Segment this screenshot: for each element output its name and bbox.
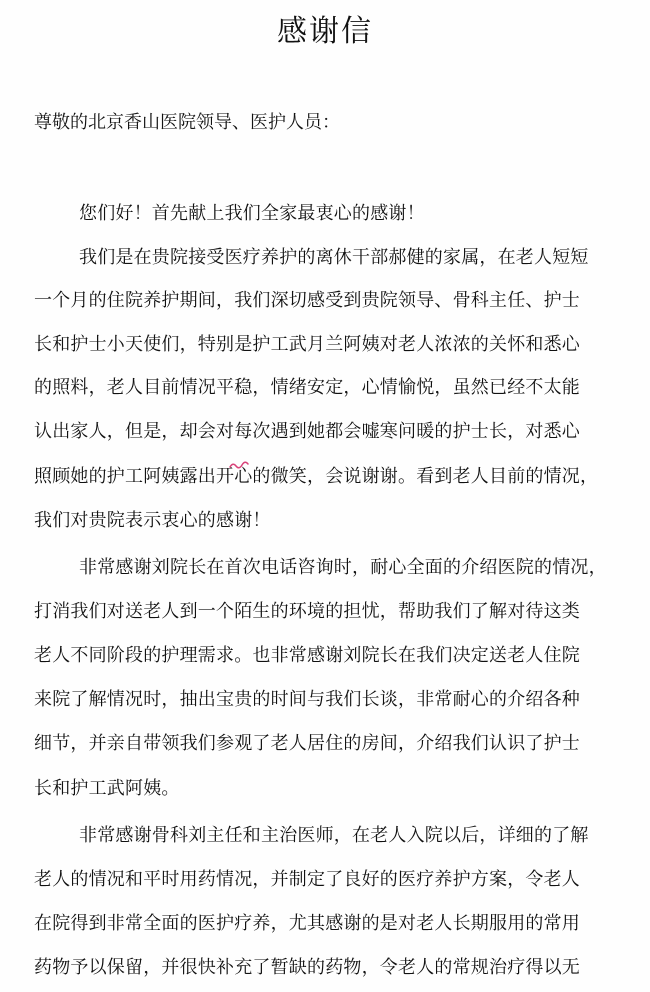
letter-line: 的照料，老人目前情况平稳，情绪安定，心情愉悦，虽然已经不太能 [34,377,580,398]
letter-line: 我们对贵院表示衷心的感谢！ [34,510,271,531]
letter-title: 感谢信 [277,14,373,49]
letter-line: 来院了解情况时，抽出宝贵的时间与我们长谈，非常耐心的介绍各种 [34,689,580,710]
letter-line: 打消我们对送老人到一个陌生的环境的担忧，帮助我们了解对待这类 [34,601,580,622]
ink-squiggle-mark [229,460,251,470]
letter-line: 非常感谢刘院长在首次电话咨询时，耐心全面的介绍医院的情况， [79,557,607,578]
letter-line: 长和护工武阿姨。 [34,778,180,799]
letter-line: 长和护士小天使们，特别是护工武月兰阿姨对老人浓浓的关怀和悉心 [34,334,580,355]
letter-line: 认出家人，但是，却会对每次遇到她都会嘘寒问暖的护士长，对悉心 [34,421,580,442]
letter-line: 细节，并亲自带领我们参观了老人居住的房间，介绍我们认识了护士 [34,733,580,754]
letter-line: 照顾她的护工阿姨露出开心的微笑，会说谢谢。看到老人目前的情况， [34,466,599,487]
letter-line: 在院得到非常全面的医护疗养，尤其感谢的是对老人长期服用的常用 [34,913,580,934]
letter-line: 一个月的住院养护期间，我们深切感受到贵院领导、骨科主任、护士 [34,290,580,311]
letter-line: 老人不同阶段的护理需求。也非常感谢刘院长在我们决定送老人住院 [34,645,580,666]
letter-salutation: 尊敬的北京香山医院领导、医护人员： [34,112,340,133]
letter-line: 药物予以保留，并很快补充了暂缺的药物，令老人的常规治疗得以无 [34,957,580,978]
letter-line: 您们好！首先献上我们全家最衷心的感谢！ [79,203,425,224]
letter-line: 老人的情况和平时用药情况，并制定了良好的医疗养护方案，令老人 [34,869,580,890]
letter-line: 我们是在贵院接受医疗养护的离休干部郝健的家属，在老人短短 [79,247,589,268]
letter-line: 非常感谢骨科刘主任和主治医师，在老人入院以后，详细的了解 [79,825,589,846]
